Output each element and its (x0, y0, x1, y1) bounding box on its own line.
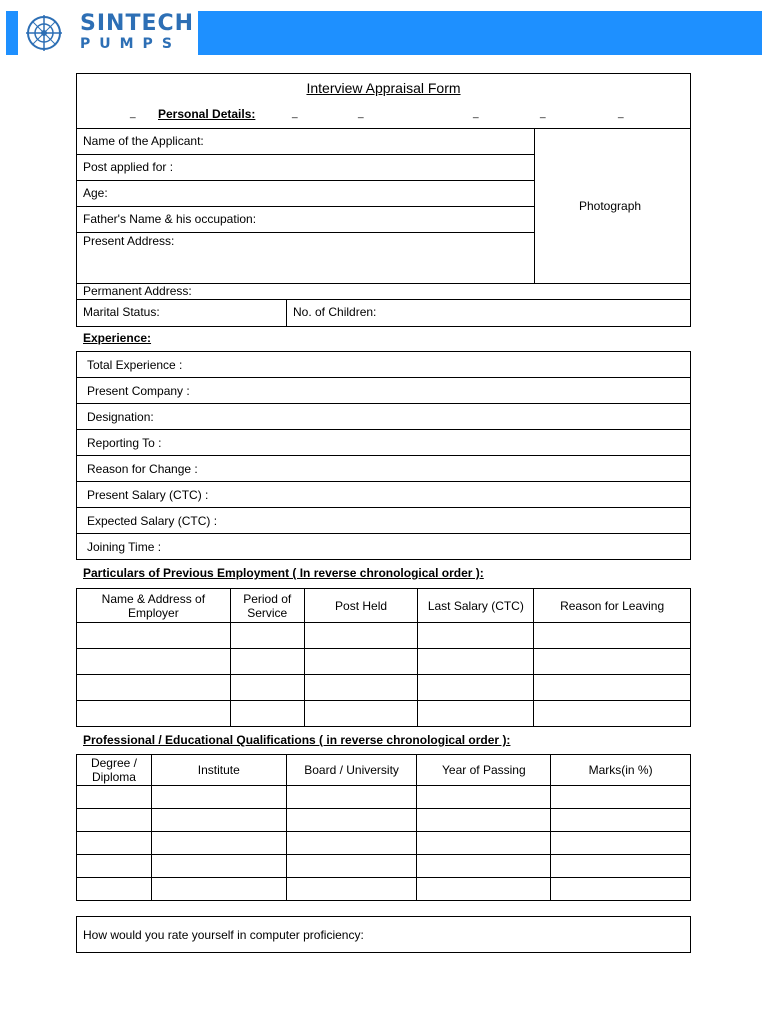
table-cell[interactable] (551, 786, 691, 809)
experience-row[interactable] (76, 429, 691, 456)
brand-line-1: SINTECH (80, 11, 195, 36)
employment-row (77, 675, 691, 701)
age-field[interactable] (76, 180, 535, 207)
father-name-label: Father's Name & his occupation: (83, 212, 257, 226)
table-cell[interactable] (534, 675, 691, 701)
institute-column-header: Institute (151, 755, 286, 786)
photograph-box[interactable] (534, 128, 691, 284)
experience-heading: Experience: (83, 331, 152, 345)
experience-row[interactable] (76, 377, 691, 404)
divider-dash: _ (358, 108, 364, 119)
form-title: Interview Appraisal Form (306, 80, 461, 96)
table-cell[interactable] (417, 786, 551, 809)
post-applied-field[interactable] (76, 154, 535, 181)
experience-row-label: Designation: (87, 410, 154, 424)
qualifications-header-row (77, 755, 691, 786)
personal-details-heading: Personal Details: (158, 107, 256, 121)
year-column-header: Year of Passing (417, 755, 551, 786)
table-cell[interactable] (417, 855, 551, 878)
computer-proficiency-label: How would you rate yourself in computer proficiency: (83, 928, 364, 942)
experience-row-label: Present Company : (87, 384, 190, 398)
table-cell[interactable] (77, 701, 231, 727)
qualification-row (77, 878, 691, 901)
table-cell[interactable] (77, 832, 152, 855)
table-cell[interactable] (151, 832, 286, 855)
table-cell[interactable] (230, 701, 304, 727)
table-cell[interactable] (230, 649, 304, 675)
qualification-row (77, 786, 691, 809)
table-cell[interactable] (304, 623, 418, 649)
post-applied-label: Post applied for : (83, 160, 174, 174)
table-cell[interactable] (151, 786, 286, 809)
table-cell[interactable] (417, 809, 551, 832)
experience-row[interactable] (76, 455, 691, 482)
table-cell[interactable] (286, 832, 417, 855)
applicant-name-label: Name of the Applicant: (83, 134, 204, 148)
reason-column-header: Reason for Leaving (534, 589, 691, 623)
father-name-field[interactable] (76, 206, 535, 233)
children-label: No. of Children: (293, 305, 377, 319)
table-cell[interactable] (534, 623, 691, 649)
table-cell[interactable] (77, 675, 231, 701)
table-cell[interactable] (304, 675, 418, 701)
experience-row[interactable] (76, 533, 691, 560)
employment-header-row (77, 589, 691, 623)
table-cell[interactable] (77, 786, 152, 809)
table-cell[interactable] (418, 675, 534, 701)
present-address-field[interactable] (76, 232, 535, 284)
period-column-header: Period of Service (230, 589, 304, 623)
divider-dash: _ (618, 108, 624, 119)
company-logo (18, 11, 198, 55)
qualification-row (77, 855, 691, 878)
experience-row-label: Total Experience : (87, 358, 183, 372)
table-cell[interactable] (230, 623, 304, 649)
table-cell[interactable] (551, 855, 691, 878)
previous-employment-table (76, 588, 691, 727)
table-cell[interactable] (304, 701, 418, 727)
table-cell[interactable] (77, 809, 152, 832)
table-cell[interactable] (151, 809, 286, 832)
marital-status-label: Marital Status: (83, 305, 160, 319)
permanent-address-label: Permanent Address: (83, 284, 192, 298)
employment-row (77, 701, 691, 727)
experience-row-label: Reporting To : (87, 436, 162, 450)
divider-dash: _ (473, 108, 479, 119)
marital-status-field[interactable] (76, 299, 287, 327)
brand-line-2: PUMPS (80, 36, 181, 52)
table-cell[interactable] (77, 855, 152, 878)
previous-employment-heading: Particulars of Previous Employment ( In reverse chronological order ): (83, 566, 484, 580)
divider-dash: _ (540, 108, 546, 119)
applicant-name-field[interactable] (76, 128, 535, 155)
employment-row (77, 649, 691, 675)
present-address-label: Present Address: (83, 234, 175, 248)
table-cell[interactable] (286, 786, 417, 809)
age-label: Age: (83, 186, 108, 200)
experience-row-label: Present Salary (CTC) : (87, 488, 209, 502)
board-column-header: Board / University (286, 755, 417, 786)
qualifications-table (76, 754, 691, 901)
post-column-header: Post Held (304, 589, 418, 623)
pump-emblem-icon (24, 13, 64, 53)
salary-column-header: Last Salary (CTC) (418, 589, 534, 623)
experience-row-label: Joining Time : (87, 540, 162, 554)
table-cell[interactable] (551, 878, 691, 901)
qualification-row (77, 832, 691, 855)
brand-name (80, 13, 194, 52)
table-cell[interactable] (418, 623, 534, 649)
table-cell[interactable] (418, 701, 534, 727)
computer-proficiency-field[interactable] (76, 916, 691, 953)
experience-row[interactable] (76, 507, 691, 534)
table-cell[interactable] (77, 623, 231, 649)
divider-dash: _ (130, 108, 136, 119)
table-cell[interactable] (304, 649, 418, 675)
experience-row[interactable] (76, 351, 691, 378)
table-cell[interactable] (286, 855, 417, 878)
experience-row[interactable] (76, 403, 691, 430)
table-cell[interactable] (551, 832, 691, 855)
photograph-label: Photograph (579, 199, 642, 213)
degree-column-header: Degree / Diploma (77, 755, 152, 786)
table-cell[interactable] (551, 809, 691, 832)
qualification-row (77, 809, 691, 832)
table-cell[interactable] (417, 878, 551, 901)
permanent-address-field[interactable] (76, 283, 691, 300)
table-cell[interactable] (417, 832, 551, 855)
marks-column-header: Marks(in %) (551, 755, 691, 786)
table-cell[interactable] (151, 855, 286, 878)
employer-column-header: Name & Address of Employer (77, 589, 231, 623)
divider-dash: _ (292, 108, 298, 119)
children-field[interactable] (286, 299, 691, 327)
experience-row-label: Expected Salary (CTC) : (87, 514, 218, 528)
qualifications-heading: Professional / Educational Qualifications ( in reverse chronological order ): (83, 733, 511, 747)
table-cell[interactable] (534, 701, 691, 727)
table-cell[interactable] (77, 649, 231, 675)
experience-row-label: Reason for Change : (87, 462, 198, 476)
table-cell[interactable] (77, 878, 152, 901)
experience-row[interactable] (76, 481, 691, 508)
table-cell[interactable] (230, 675, 304, 701)
table-cell[interactable] (286, 878, 417, 901)
table-cell[interactable] (286, 809, 417, 832)
table-cell[interactable] (418, 649, 534, 675)
employment-row (77, 623, 691, 649)
table-cell[interactable] (151, 878, 286, 901)
table-cell[interactable] (534, 649, 691, 675)
